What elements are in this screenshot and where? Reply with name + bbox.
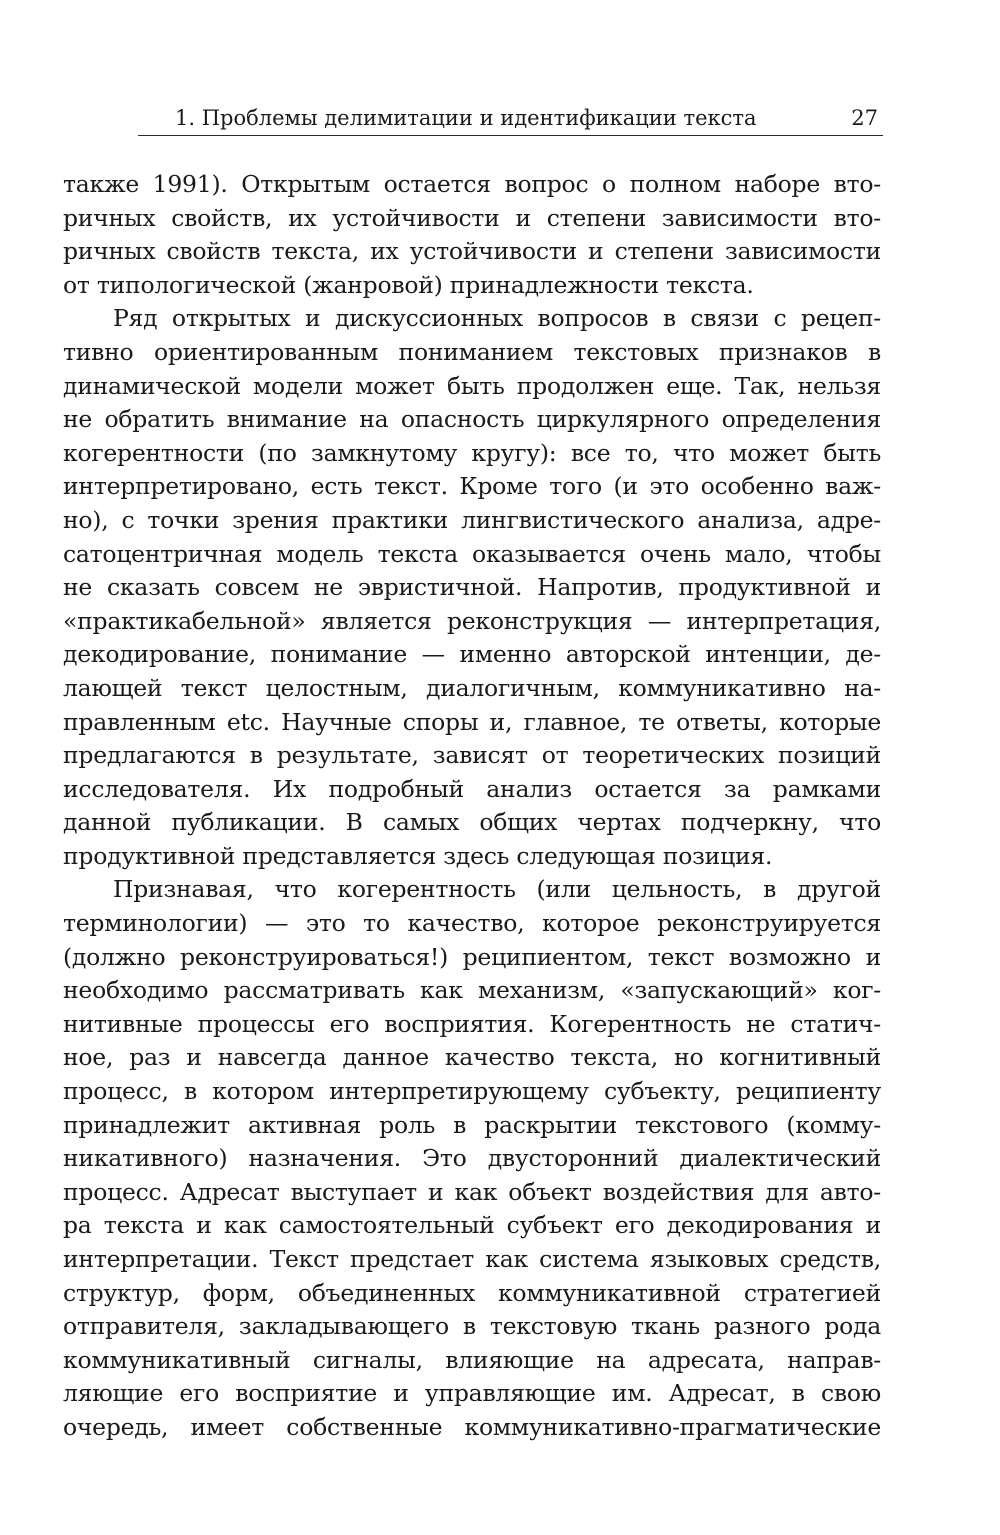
text-line: данной публикации. В самых общих чертах подчеркну, что [63, 808, 881, 837]
text-line: не сказать совсем не эвристичной. Напротив, продуктивной и [63, 573, 881, 602]
text-line: необходимо рассматривать как механизм, «запускающий» ког- [63, 976, 881, 1005]
text-line: Ряд открытых и дискуссионных вопросов в связи с рецеп- [113, 304, 881, 333]
text-line: ричных свойств, их устойчивости и степени зависимости вто- [63, 203, 881, 232]
text-line: ляющие его восприятие и управляющие им. Адресат, в свою [63, 1379, 881, 1408]
running-header [138, 103, 883, 136]
text-line: от типологической (жанровой) принадлежности текста. [63, 270, 754, 299]
text-line: предлагаются в результате, зависят от теоретических позиций [63, 741, 881, 770]
text-line: интерпретировано, есть текст. Кроме того (и это особенно важ- [63, 472, 881, 501]
text-line: Признавая, что когерентность (или цельность, в другой [113, 875, 881, 904]
text-line: не обратить внимание на опасность циркулярного определения [63, 405, 881, 434]
text-line: терминологии) — это то качество, которое реконструируется [63, 909, 881, 938]
text-line: когерентности (по замкнутому кругу): все то, что может быть [63, 438, 881, 467]
text-line: очередь, имеет собственные коммуникативно-прагматические [63, 1412, 881, 1441]
text-line: но), с точки зрения практики лингвистического анализа, адре- [63, 505, 881, 534]
text-line: продуктивной представляется здесь следующая позиция. [63, 841, 773, 870]
text-line: принадлежит активная роль в раскрытии текстового (комму- [63, 1110, 881, 1139]
text-line: декодирование, понимание — именно авторской интенции, де- [63, 640, 881, 669]
text-line: (должно реконструироваться!) реципиентом, текст возможно и [63, 942, 881, 971]
text-line: коммуникативный сигналы, влияющие на адресата, направ- [63, 1345, 881, 1374]
text-line: ричных свойств текста, их устойчивости и степени зависимости [63, 237, 881, 266]
text-line: структур, форм, объединенных коммуникативной стратегией [63, 1278, 881, 1307]
text-line: сатоцентричная модель текста оказывается очень мало, чтобы [63, 539, 881, 568]
text-line: лающей текст целостным, диалогичным, коммуникативно на- [63, 673, 881, 702]
text-line: динамической модели может быть продолжен еще. Так, нельзя [63, 371, 881, 400]
text-line: также 1991). Открытым остается вопрос о полном наборе вто- [63, 170, 881, 198]
text-line: нитивные процессы его восприятия. Когерентность не статич- [63, 1009, 881, 1038]
text-line: никативного) назначения. Это двусторонний диалектический [63, 1144, 881, 1173]
text-line: ное, раз и навсегда данное качество текста, но когнитивный [63, 1043, 881, 1072]
page-number: 27 [851, 106, 878, 130]
text-line: процесс. Адресат выступает и как объект воздействия для авто- [63, 1177, 881, 1206]
text-line: ра текста и как самостоятельный субъект его декодирования и [63, 1211, 881, 1240]
text-line: тивно ориентированным пониманием текстовых признаков в [63, 337, 881, 366]
text-line: процесс, в котором интерпретирующему субъекту, реципиенту [63, 1077, 881, 1106]
text-line: правленным etc. Научные споры и, главное, те ответы, которые [63, 707, 881, 736]
running-title: 1. Проблемы делимитации и идентификации текста [175, 106, 757, 130]
text-line: интерпретации. Текст предстает как система языковых средств, [63, 1245, 881, 1273]
body-text [63, 168, 881, 1445]
text-line: исследователя. Их подробный анализ остается за рамками [63, 774, 881, 803]
text-line: отправителя, закладывающего в текстовую ткань разного рода [63, 1312, 881, 1341]
text-line: «практикабельной» является реконструкция — интерпретация, [63, 606, 881, 635]
